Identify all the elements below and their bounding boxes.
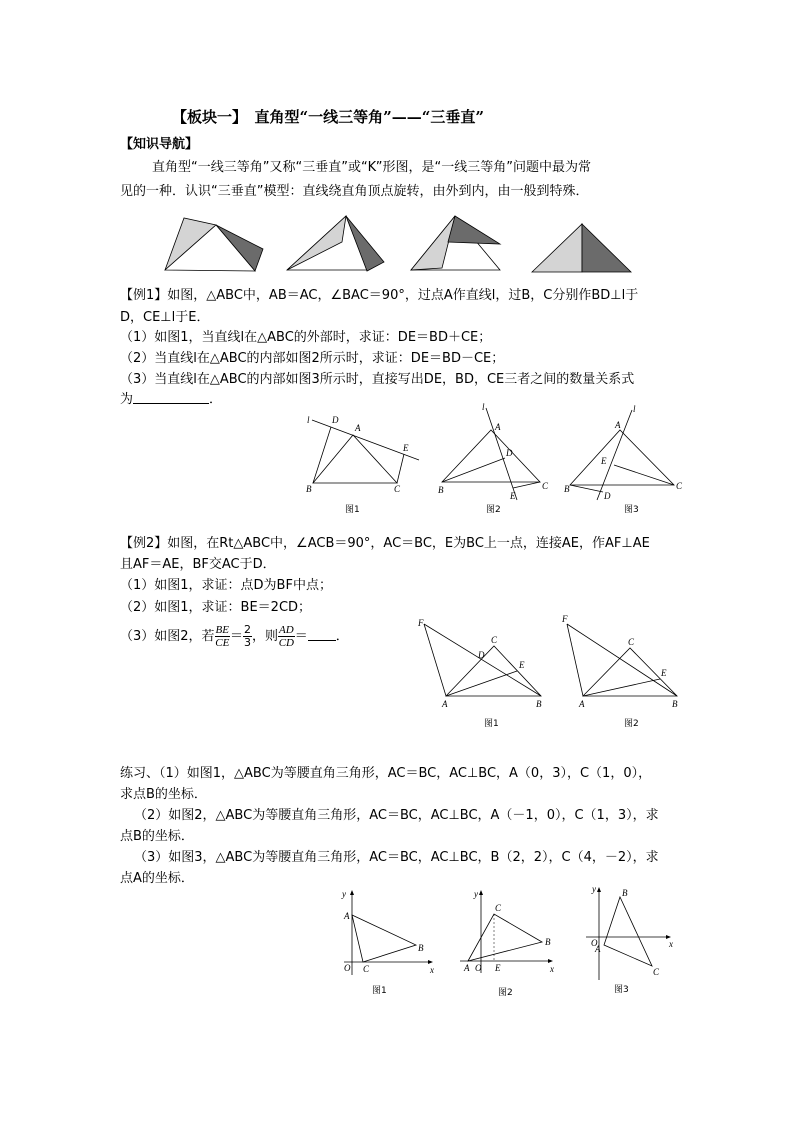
p-fig1-label-y: y: [342, 889, 346, 899]
p-fig3-label-y: y: [592, 884, 596, 894]
model-4-dark-triangle: [582, 224, 631, 272]
ex2-fig2-segment-af: [567, 624, 583, 696]
p-fig3-y-arrow: [597, 887, 601, 892]
knowledge-heading: 【知识导航】: [120, 137, 199, 152]
p-fig2-label-c: C: [495, 903, 502, 913]
fig1-segment-bd: [313, 427, 331, 483]
p-fig2-y-arrow: [479, 890, 483, 895]
fig1-label-e: E: [403, 443, 409, 453]
example1-question-3-line-2: [120, 390, 222, 410]
fraction-be-ce-denominator: CE: [215, 637, 230, 649]
example1-figure-3: [560, 400, 690, 513]
fig2-label-c: C: [542, 481, 549, 491]
p-fig3-label-a: A: [595, 944, 601, 954]
example1-figure-1: [300, 408, 430, 513]
p-fig1-label-a: A: [344, 911, 350, 921]
ex2-fig2-label-e: E: [661, 668, 667, 678]
example2-q3-equals-2: ＝: [294, 629, 308, 644]
p-fig2-triangle: [468, 914, 542, 961]
example1-line-1: 【例1】如图，△ABC中，AB＝AC，∠BAC＝90°，过点A作直线l，过B，C分别作BD⊥l于: [120, 288, 639, 303]
fraction-ad-cd-numerator: AD: [279, 624, 294, 636]
example2-line-2: 且AF＝AE，BF交AC于D．: [120, 557, 276, 572]
p-fig2-label-x: x: [550, 964, 554, 974]
ex2-fig1-label-e: E: [519, 660, 525, 670]
ex2-fig2-segment-ae: [583, 679, 660, 696]
fig2-segment-ce: [513, 482, 540, 488]
fraction-ad-cd-denominator: CD: [278, 637, 294, 649]
example1-q3-suffix: ．: [209, 392, 223, 407]
practice-2-line-1: （2）如图2，△ABC为等腰直角三角形，AC＝BC，AC⊥BC，A（－1，0），C（1，3），求: [134, 808, 659, 823]
example1-q3-prefix: 为: [120, 392, 134, 407]
practice-1-line-1: 练习、（1）如图1，△ABC为等腰直角三角形，AC＝BC，AC⊥BC，A（0，3），C（1，0），: [120, 766, 652, 781]
example2-question-2: （2）如图1，求证：BE＝2CD；: [120, 600, 312, 615]
fig2-label-l: l: [482, 402, 485, 412]
fig2-label-a: A: [495, 422, 501, 432]
model-3-dark-triangle: [448, 216, 500, 244]
example2-line-1: 【例2】如图，在Rt△ABC中，∠ACB＝90°，AC＝BC，E为BC上一点，连接AE，作AF⊥AE: [120, 536, 650, 551]
model-figure-1: [160, 212, 270, 274]
example1-figure-2: [434, 400, 554, 513]
ex2-fig1-label-f: F: [418, 618, 424, 628]
example2-q3-suffix: ．: [335, 629, 349, 644]
example2-answer-blank[interactable]: [308, 627, 336, 641]
p-fig1-label-x: x: [430, 965, 434, 975]
model-figure-3: [408, 212, 518, 274]
fig3-label-b: B: [564, 484, 570, 494]
fig2-label-e: E: [510, 491, 516, 501]
fraction-be-ce: [215, 624, 230, 649]
ex2-fig2-label-c: C: [628, 637, 635, 647]
p-fig2-caption: 图2: [498, 988, 513, 998]
fig2-caption: 图2: [486, 505, 501, 515]
ex2-fig1-label-d: D: [478, 650, 485, 660]
p-fig2-label-y: y: [474, 889, 478, 899]
p-fig3-caption: 图3: [614, 985, 629, 995]
ex2-fig2-segment-bf: [567, 624, 677, 696]
practice-1-line-2: 求点B的坐标．: [120, 787, 207, 802]
fraction-be-ce-numerator: BE: [215, 624, 229, 636]
fig1-label-l: l: [307, 415, 310, 425]
fig3-caption: 图3: [624, 505, 639, 515]
fig2-label-b: B: [438, 485, 444, 495]
model-4-light-triangle: [532, 224, 582, 272]
ex2-fig1-label-a: A: [442, 699, 448, 709]
p-fig1-triangle: [352, 915, 416, 962]
p-fig2-x-arrow: [548, 959, 553, 963]
fig3-label-a: A: [615, 420, 621, 430]
example1-line-2: D，CE⊥l于E．: [120, 310, 210, 325]
p-fig1-x-arrow: [428, 960, 433, 964]
p-fig2-label-b: B: [545, 937, 551, 947]
ex2-fig1-label-b: B: [536, 699, 542, 709]
example2-q3-prefix: （3）如图2，若: [120, 629, 215, 644]
p-fig3-label-c: C: [653, 967, 660, 977]
fig3-triangle-abc: [570, 430, 674, 485]
ex2-fig1-segment-ae: [446, 671, 517, 696]
practice-2-line-2: 点B的坐标．: [120, 829, 194, 844]
ex2-fig2-caption: 图2: [624, 719, 639, 729]
fig3-label-d: D: [604, 491, 611, 501]
p-fig1-label-b: B: [418, 943, 424, 953]
p-fig3-label-x: x: [669, 939, 673, 949]
ex2-fig2-label-a: A: [579, 699, 585, 709]
model-figure-4: [530, 220, 634, 274]
example1-question-3-line-1: （3）当直线l在△ABC的内部如图3所示时，直接写出DE，BD，CE三者之间的数量关系式: [120, 372, 635, 387]
practice-3-line-1: （3）如图3，△ABC为等腰直角三角形，AC＝BC，AC⊥BC，B（2，2），C（4，－2），求: [134, 850, 659, 865]
fig2-label-d: D: [506, 448, 513, 458]
fig3-segment-ce: [614, 465, 674, 485]
example2-figure-2: [556, 608, 696, 734]
fraction-two-thirds-denominator: 3: [244, 636, 252, 649]
example1-question-1: （1）如图1，当直线l在△ABC的外部时，求证：DE＝BD＋CE；: [120, 330, 492, 345]
fraction-ad-cd: [278, 624, 295, 649]
example1-question-2: （2）当直线l在△ABC的内部如图2所示时，求证：DE＝BD－CE；: [120, 351, 505, 366]
example2-q3-mid: ，则: [252, 629, 279, 644]
fig3-segment-bd: [570, 485, 603, 492]
practice-figure-1: [334, 885, 444, 1003]
ex2-fig1-segment-af: [424, 624, 446, 696]
ex2-fig2-label-b: B: [672, 699, 678, 709]
p-fig3-label-b: B: [622, 888, 628, 898]
example2-figure-1: [410, 612, 550, 734]
ex2-fig2-label-f: F: [562, 614, 568, 624]
practice-figure-2: [454, 885, 564, 1003]
p-fig2-label-e: E: [495, 963, 501, 973]
practice-3-line-2: 点A的坐标．: [120, 871, 194, 886]
fig1-caption: 图1: [345, 505, 360, 515]
fig1-label-c: C: [394, 484, 401, 494]
ex2-fig1-triangle-abc: [446, 646, 541, 696]
p-fig1-caption: 图1: [372, 986, 387, 996]
model-figure-2: [284, 212, 394, 274]
practice-figure-3: [576, 880, 686, 1000]
p-fig1-label-c: C: [363, 964, 370, 974]
p-fig2-label-a: A: [464, 963, 470, 973]
page-title: 【板块一】 直角型“一线三等角”——“三垂直”: [172, 108, 485, 126]
fig1-triangle-abc: [313, 435, 397, 483]
knowledge-line-2: 见的一种．认识“三垂直”模型：直线绕直角顶点旋转，由外到内，由一般到特殊．: [120, 184, 589, 199]
example2-q3-equals: ＝: [230, 629, 244, 644]
fig1-label-d: D: [332, 415, 339, 425]
fig1-label-a: A: [355, 423, 361, 433]
p-fig2-label-o: O: [475, 963, 482, 973]
fig3-label-e: E: [601, 456, 607, 466]
p-fig3-triangle: [604, 897, 652, 966]
p-fig1-label-o: O: [344, 963, 351, 973]
fig3-label-c: C: [676, 481, 683, 491]
fig1-segment-ce: [397, 454, 404, 483]
fig1-label-b: B: [306, 484, 312, 494]
fig3-label-l: l: [633, 404, 636, 414]
fig2-triangle-abc: [442, 430, 540, 482]
p-fig1-y-arrow: [350, 890, 354, 895]
p-fig3-label-o: O: [591, 938, 598, 948]
ex2-fig1-label-c: C: [491, 635, 498, 645]
knowledge-line-1: 直角型“一线三等角”又称“三垂直”或“K”形图，是“一线三等角”问题中最为常: [152, 160, 592, 175]
fraction-two-thirds: [243, 624, 252, 649]
fraction-two-thirds-numerator: 2: [244, 623, 252, 636]
example1-answer-blank[interactable]: [133, 390, 209, 404]
ex2-fig1-caption: 图1: [484, 719, 499, 729]
example2-question-1: （1）如图1，求证：点D为BF中点；: [120, 578, 332, 593]
fig2-segment-bd: [442, 458, 505, 482]
fig1-line-l: [312, 420, 419, 460]
example2-question-3: [120, 622, 349, 652]
